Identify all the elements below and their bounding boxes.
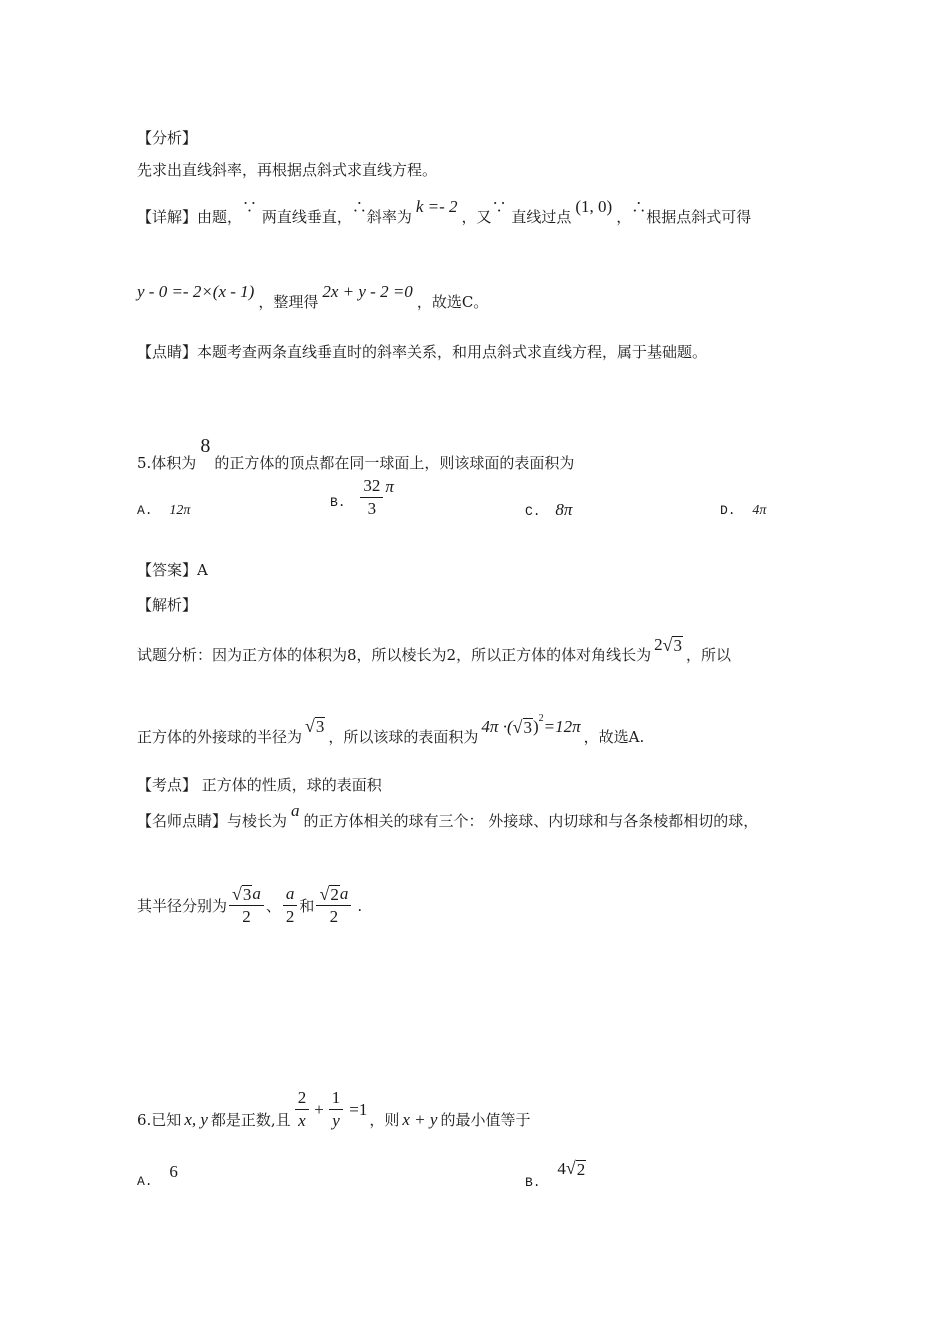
separator: 和 xyxy=(299,896,315,915)
variables: x, y xyxy=(184,1109,208,1129)
option-value: 6 xyxy=(169,1162,178,1181)
mingshi-text: 【名师点睛】与棱长为 xyxy=(137,812,288,830)
therefore-symbol: ∴ xyxy=(351,198,367,216)
sqrt-expression: √ 2 xyxy=(565,1158,586,1179)
question-text: 5.体积为 xyxy=(137,454,197,472)
fraction-numerator: 2 xyxy=(295,1088,310,1110)
edge-variable: a xyxy=(252,884,261,903)
plus-sign: + xyxy=(314,1099,324,1119)
radii-line xyxy=(137,884,362,927)
detail-line-1 xyxy=(137,197,752,227)
sqrt-expression: √ 3 xyxy=(305,716,325,736)
question-text: 的最小值等于 xyxy=(440,1110,531,1129)
fraction-denominator: y xyxy=(332,1111,340,1130)
therefore-symbol: ∴ xyxy=(631,198,647,216)
edge-variable: a xyxy=(339,884,349,903)
slope-formula: k =- 2 xyxy=(415,197,458,216)
option-label: B. xyxy=(330,494,346,510)
option-label: A. xyxy=(137,503,153,518)
question-text: ，则 xyxy=(369,1110,400,1129)
comment-text: 【点睛】本题考查两条直线垂直时的斜率关系，和用点斜式求直线方程，属于基础题。 xyxy=(137,343,708,361)
fraction xyxy=(360,476,383,519)
option-label: A. xyxy=(137,1174,153,1189)
option-c xyxy=(525,500,572,520)
detail-text: ，故选C。 xyxy=(416,293,489,311)
exponent: 2 xyxy=(538,713,544,724)
radius-fraction-1: √ 3 a 2 xyxy=(229,884,264,927)
option-value: 12π xyxy=(169,503,191,518)
area-formula: =12π xyxy=(543,717,581,736)
option-value: 4π xyxy=(752,503,767,518)
detail-text: ， xyxy=(616,208,632,226)
sqrt-radicand: 3 xyxy=(673,636,682,655)
question-5 xyxy=(137,435,575,473)
analysis-text: ，所以该球的表面积为 xyxy=(328,728,479,746)
analysis-line-1 xyxy=(137,635,731,665)
fraction xyxy=(295,1088,310,1131)
constraint-equation xyxy=(293,1088,368,1131)
pi-symbol: π xyxy=(385,476,394,496)
analysis-heading: 【解析】 xyxy=(137,596,198,614)
analysis-text: 试题分析：因为正方体的体积为8，所以棱长为2，所以正方体的体对角线长为 xyxy=(137,646,652,664)
question-text: 的正方体的顶点都在同一球面上，则该球面的表面积为 xyxy=(214,454,575,472)
fraction-denominator: 2 xyxy=(285,907,295,926)
answer-text: 【答案】A xyxy=(137,561,208,579)
sum-expression: x + y xyxy=(402,1109,438,1129)
detail-text: ，又 xyxy=(461,208,492,226)
detail-text: ，整理得 xyxy=(258,293,319,311)
fraction-denominator: x xyxy=(298,1111,306,1130)
sqrt-expression: √ 3 xyxy=(662,635,682,655)
radius-fraction-3: √ 2 a 2 xyxy=(316,884,351,927)
volume-value: 8 xyxy=(200,435,211,457)
sqrt-radicand: 2 xyxy=(330,885,339,904)
detail-text: 直线过点 xyxy=(511,208,572,226)
analysis-text: ，故选A. xyxy=(583,728,645,746)
fraction xyxy=(329,1088,344,1131)
edge-variable: a xyxy=(291,801,300,820)
sqrt-radicand: 3 xyxy=(242,885,252,904)
detail-text: 斜率为 xyxy=(366,208,412,226)
question-text: 都是正数,且 xyxy=(210,1110,291,1129)
analysis-text: ，所以 xyxy=(685,646,731,664)
sqrt-expression: √ 3 xyxy=(512,717,532,737)
mingshi-line xyxy=(137,801,759,831)
option-label: B. xyxy=(525,1175,541,1190)
because-symbol: ∵ xyxy=(491,198,507,216)
option-label: D. xyxy=(720,503,736,518)
analysis-text: 先求出直线斜率，再根据点斜式求直线方程。 xyxy=(137,161,438,179)
mingshi-text: 的正方体相关的球有三个： 外接球、内切球和与各条棱都相切的球， xyxy=(303,812,759,830)
equals-one: =1 xyxy=(349,1099,368,1119)
kaodian-text: 【考点】 正方体的性质，球的表面积 xyxy=(137,776,382,794)
fraction-denominator: 2 xyxy=(329,907,339,926)
sqrt-radicand: 3 xyxy=(315,717,325,736)
option-value: 8π xyxy=(555,500,573,519)
fraction-denominator: 2 xyxy=(242,907,251,926)
fraction-numerator: a xyxy=(283,884,298,906)
q6-option-a xyxy=(137,1162,178,1189)
period: . xyxy=(357,896,363,915)
fraction-numerator: 1 xyxy=(329,1088,344,1110)
option-a xyxy=(137,500,190,519)
question-6 xyxy=(137,1088,531,1141)
point-slope-equation: y - 0 =- 2×(x - 1) xyxy=(137,282,255,301)
sqrt-radicand: 2 xyxy=(576,1160,586,1179)
separator: 、 xyxy=(265,896,281,915)
area-formula: ) xyxy=(533,717,539,736)
fraction-denominator: 3 xyxy=(367,499,377,518)
point-formula: (1, 0) xyxy=(575,197,613,216)
detail-line-2 xyxy=(137,282,489,312)
sqrt-coefficient: 4 xyxy=(557,1159,566,1178)
option-d xyxy=(720,500,766,519)
analysis-text: 正方体的外接球的半径为 xyxy=(137,728,303,746)
area-formula: 4π ·( xyxy=(481,717,513,736)
radii-text: 其半径分别为 xyxy=(137,896,228,915)
detail-text: 两直线垂直， xyxy=(261,208,352,226)
question-text: 6.已知 xyxy=(137,1110,182,1129)
option-b xyxy=(330,476,394,519)
analysis-line-2 xyxy=(137,713,645,747)
analysis-heading: 【分析】 xyxy=(137,129,198,147)
detail-text: 根据点斜式可得 xyxy=(646,208,752,226)
general-equation: 2x + y - 2 =0 xyxy=(322,282,413,301)
radius-fraction-2 xyxy=(283,884,298,927)
option-label: C. xyxy=(525,504,541,519)
fraction-numerator: 32 xyxy=(360,476,383,498)
sqrt-radicand: 3 xyxy=(523,718,532,737)
sqrt-coefficient: 2 xyxy=(654,635,663,654)
q6-option-b xyxy=(525,1158,586,1190)
detail-heading: 【详解】由题， xyxy=(137,208,243,226)
because-symbol: ∵ xyxy=(242,198,258,216)
